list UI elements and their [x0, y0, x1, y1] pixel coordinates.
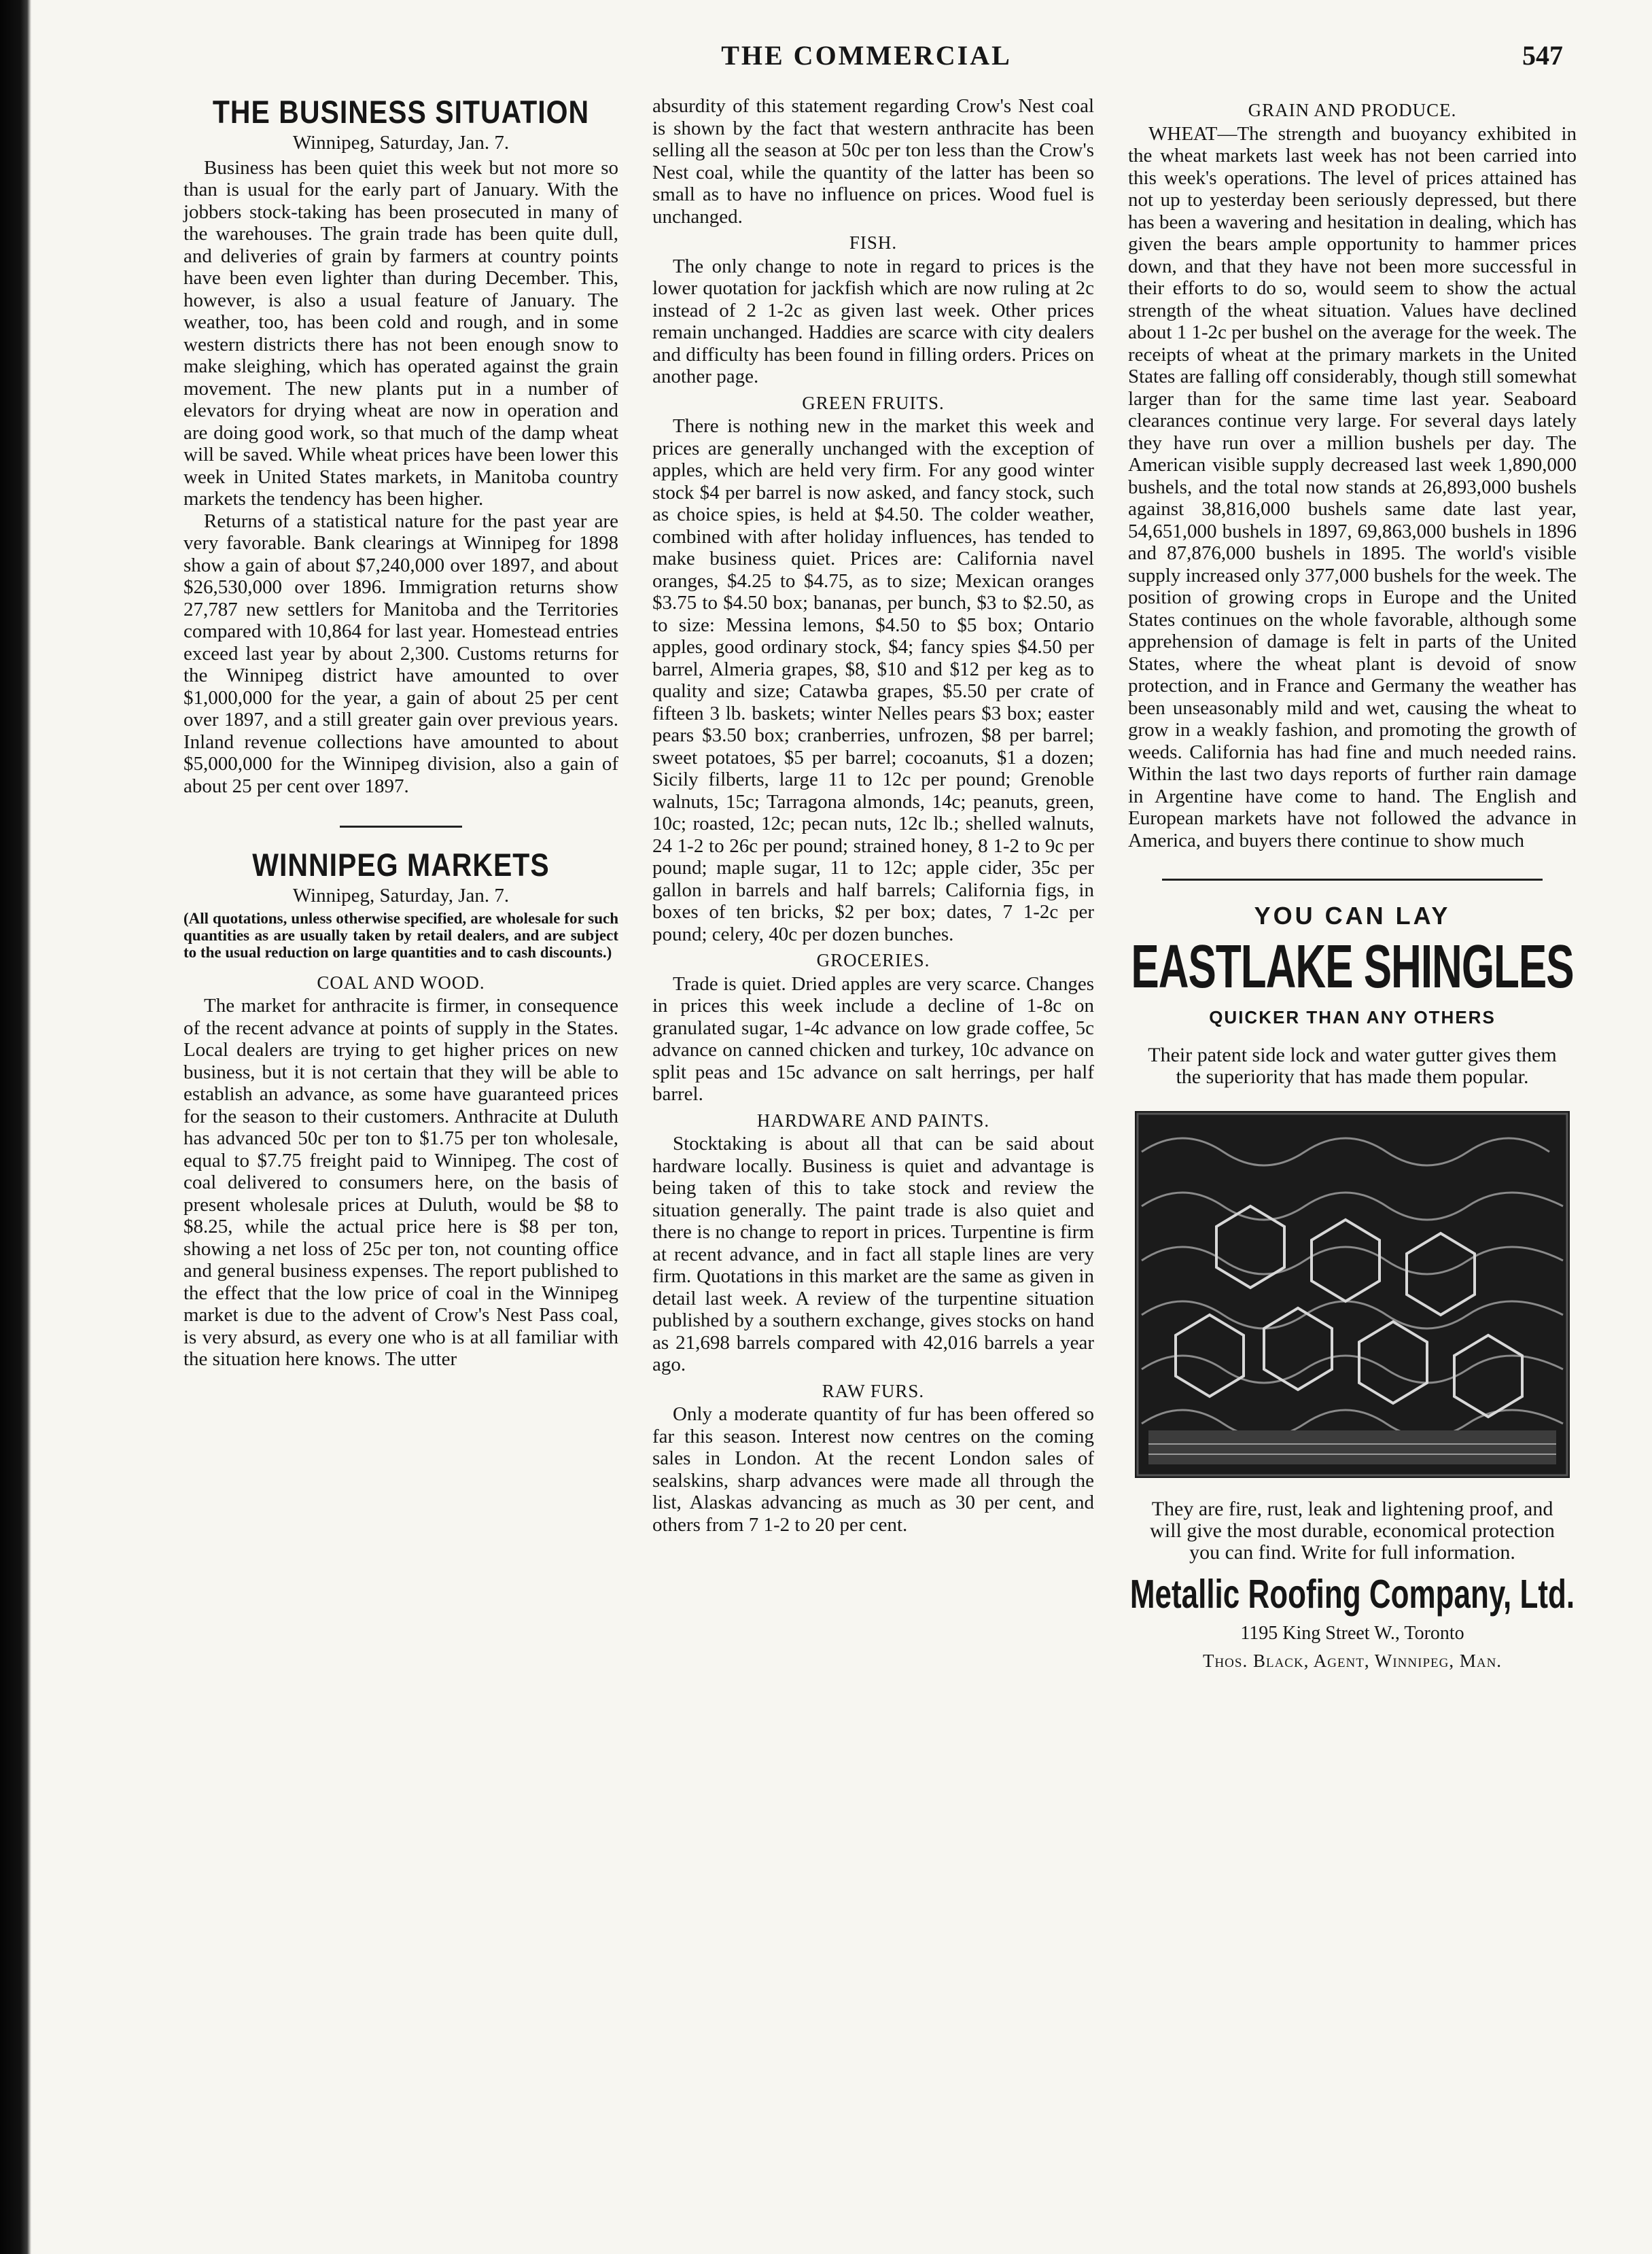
- ad-body-1: Their patent side lock and water gutter gives them the superiority that has made them popular.: [1148, 1044, 1557, 1088]
- binding-edge: [0, 0, 31, 2254]
- grain-produce-heading: GRAIN AND PRODUCE.: [1248, 100, 1457, 120]
- business-dateline: Winnipeg, Saturday, Jan. 7.: [292, 132, 510, 154]
- quotations-note: (All quotations, unless otherwise specified, are wholesale for such quantities as are usually taken by retail dealers, and are subject to the usual reduction on large quantities and to cash discounts.): [183, 909, 618, 961]
- column-2: [652, 95, 1094, 1536]
- groceries-heading: GROCERIES.: [816, 950, 930, 970]
- hardware-text: Stocktaking is about all that can be said about hardware locally. Business is quiet and advantage is being taken of this to take stock and review the situation generally. The paint trade is also quiet and there is no change to report in prices. Turpentine is firm at recent advance, and in fact all staple lines are very firm. Quotations in this market are the same as given in detail last week. A review of the turpentine situation published by a southern exchange, gives stocks on hand as 21,698 barrels compared with 42,016 barrels a year ago.: [652, 1133, 1094, 1375]
- ad-tagline: QUICKER THAN ANY OTHERS: [1209, 1006, 1496, 1027]
- page-number: 547: [1522, 40, 1563, 71]
- shingle-roof-illustration: [1135, 1111, 1570, 1478]
- ad-company-name: Metallic Roofing Company, Ltd.: [1129, 1572, 1575, 1617]
- green-fruits-heading: GREEN FRUITS.: [802, 392, 945, 413]
- column-3: [1128, 95, 1577, 1672]
- ad-agent: Thos. Black, Agent, Winnipeg, Man.: [1202, 1651, 1502, 1671]
- fish-heading: FISH.: [849, 232, 898, 253]
- ad-product-name: EASTLAKE SHINGLES: [1131, 932, 1574, 1001]
- coal-and-wood-text: The market for anthracite is firmer, in consequence of the recent advance at points of supply in the States. Local dealers are trying to get higher prices on new business, but it is not certain that they will be able to establish an advance, as some have guaranteed prices for the season to their customers. Anthracite at Duluth has advanced 50c per ton to $1.75 per ton wholesale, equal to $7.75 freight paid to Winnipeg. The cost of coal delivered to consumers here, on the basis of present wholesale prices at Duluth, would be $8 to $8.25, while the actual price here is $8 per ton, showing a net loss of 25c per ton, not counting office and general business expenses. The report published to the effect that the low price of coal in the Winnipeg market is due to the advent of Crow's Nest Pass coal, is very absurd, as every one who is at all familiar with the situation here knows. The utter: [183, 995, 618, 1370]
- hardware-heading: HARDWARE AND PAINTS.: [756, 1110, 990, 1131]
- shingles-advertisement: [1128, 902, 1577, 1672]
- raw-furs-heading: RAW FURS.: [822, 1380, 925, 1401]
- ad-lead: YOU CAN LAY: [1254, 902, 1451, 930]
- winnipeg-markets-title: WINNIPEG MARKETS: [252, 847, 550, 883]
- groceries-text: Trade is quiet. Dried apples are very scarce. Changes in prices this week include a decline of 1-8c on granulated sugar, 1-4c advance on low grade coffee, 5c advance on canned chicken and turkey, 10c advance on split peas and 15c advance on salt herrings, per half barrel.: [652, 972, 1094, 1105]
- fish-text: The only change to note in regard to prices is the lower quotation for jackfish which are now ruling at 2c instead of 2 1-2c as given last week. Other prices remain unchanged. Haddies are scarce with city dealers and difficulty has been found in filling orders. Prices on another page.: [652, 255, 1094, 387]
- markets-dateline: Winnipeg, Saturday, Jan. 7.: [292, 885, 510, 906]
- column-1: [183, 95, 618, 1371]
- business-situation-title: THE BUSINESS SITUATION: [212, 94, 590, 130]
- green-fruits-text: There is nothing new in the market this week and prices are generally unchanged with the exception of apples, which are held very firm. For any good winter stock $4 per barrel is now asked, and fancy stock, such as choice spies, is held at $4.50. The colder weather, combined with after holiday influences, has tended to make business quiet. Prices are: California navel oranges, $4.25 to $4.75, as to size; Mexican oranges $3.75 to $4.50 box; bananas, per bunch, $3 to $2.50, as to size: Messina lemons, $4.50 to $5 box; Ontario apples, good ordinary stock, $4; fancy spies $4.50 per barrel, Almeria grapes, $8, $10 and $12 per keg as to quality and size; Catawba grapes, $5.50 per crate of fifteen 3 lb. baskets; winter Nelles pears $3 box; easter pears $3.50 box; cranberries, unfrozen, $8 per barrel; sweet potatoes, $5 per barrel; cocoanuts, $1 a dozen; Sicily filberts, large 11 to 12c per pound; Grenoble walnuts, 15c; Tarragona almonds, 14c; peanuts, green, 10c; roasted, 12c; pecan nuts, 12c lb.; shelled walnuts, 24 1-2 to 26c per pound; strained honey, 8 1-2 to 9c per pound; maple sugar, 11 to 12c; apple cider, 35c per gallon in barrels and half barrels; California figs, in boxes of ten bricks, $2 per box; dates, 7 1-2c per pound; celery, 40c per dozen bunches.: [652, 415, 1094, 945]
- raw-furs-text: Only a moderate quantity of fur has been offered so far this season. Interest now centres on the coming sales in London. At the recent London sales of sealskins, sharp advances were made all through the list, Alaskas advancing as much as 30 per cent, and others from 7 1-2 to 20 per cent.: [652, 1403, 1094, 1536]
- coal-and-wood-heading: COAL AND WOOD.: [317, 972, 485, 993]
- ad-divider: [1162, 879, 1543, 881]
- page-header: [170, 39, 1563, 80]
- running-head: THE COMMERCIAL: [721, 40, 1012, 71]
- business-paragraph-1: Business has been quiet this week but not more so than is usual for the early part of January. With the jobbers stock-taking has been prosecuted in many of the warehouses. The grain trade has been quite dull, and deliveries of grain by farmers at country points have been even lighter than during December. This, however, is also a usual feature of January. The weather, too, has been cold and rough, and in some western districts there has not been enough snow to make sleighing, which has operated against the grain movement. The new plants put in a number of elevators for drying wheat are now in operation and are doing good work, so that much of the damp wheat will be saved. While wheat prices have been lower this week in United States markets, in Manitoba country markets the tendency has been higher.: [183, 156, 618, 510]
- grain-produce-text: WHEAT—The strength and buoyancy exhibited in the wheat markets last week has not been carried into this week's operations. The level of prices attained has not up to yesterday been seriously depressed, but there has been a wavering and hesitation in dealing, which has given the bears ample opportunity to hammer prices down, and that they have not been more successful in their efforts to do so, would seem to show the actual strength of the wheat situation. Values have declined about 1 1-2c per bushel on the average for the week. The receipts of wheat at the primary markets in the United States are falling off considerably, though still somewhat larger than for the same time last year. Seaboard clearances continue very large. For several days lately they have run over a million bushels per day. The American visible supply decreased last week 1,890,000 bushels, and the total now stands at 26,893,000 bushels against 38,816,000 bushels same date last year, 54,651,000 bushels in 1897, 69,863,000 bushels in 1896 and 87,876,000 bushels in 1895. The world's visible supply increased only 377,000 bushels for the week. The position of growing crops in Europe and the United States continues on the whole favorable, although some apprehension of damage is felt in parts of the United States, where the wheat plant is devoid of snow protection, and in France and Germany the weather has been unseasonably mild and wet, causing the wheat to grow in a weakly fashion, and promoting the growth of weeds. California has had fine and much needed rains. Within the last two days reports of further rain damage in Argentine have come to hand. The English and European markets have not followed the advance in America, and buyers there continue to show much: [1128, 122, 1577, 851]
- section-divider: [340, 826, 462, 828]
- ad-body-2: They are fire, rust, leak and lightening proof, and will give the most durable, economical protection you can find. Write for full information.: [1150, 1498, 1555, 1564]
- ad-address: 1195 King Street W., Toronto: [1240, 1622, 1464, 1644]
- business-paragraph-2: Returns of a statistical nature for the past year are very favorable. Bank clearings at Winnipeg for 1898 show a gain of about $7,240,000 over 1897, and about $26,530,000 over 1896. Immigration returns show 27,787 new settlers for Manitoba and the Territories compared with 10,864 for last year. Homestead entries exceed last year by about 2,300. Customs returns for the Winnipeg district have amounted to over $1,000,000 for the year, a gain of about 25 per cent over 1897, and a still greater gain over previous years. Inland revenue collections have amounted to about $5,000,000 for the Winnipeg division, also a gain of about 25 per cent over 1897.: [183, 510, 618, 797]
- coal-continued-text: absurdity of this statement regarding Crow's Nest coal is shown by the fact that western anthracite has been selling all the season at 50c per ton less than the Crow's Nest coal, while the quantity of the latter has been so small as to have no influence on prices. Wood fuel is unchanged.: [652, 95, 1094, 228]
